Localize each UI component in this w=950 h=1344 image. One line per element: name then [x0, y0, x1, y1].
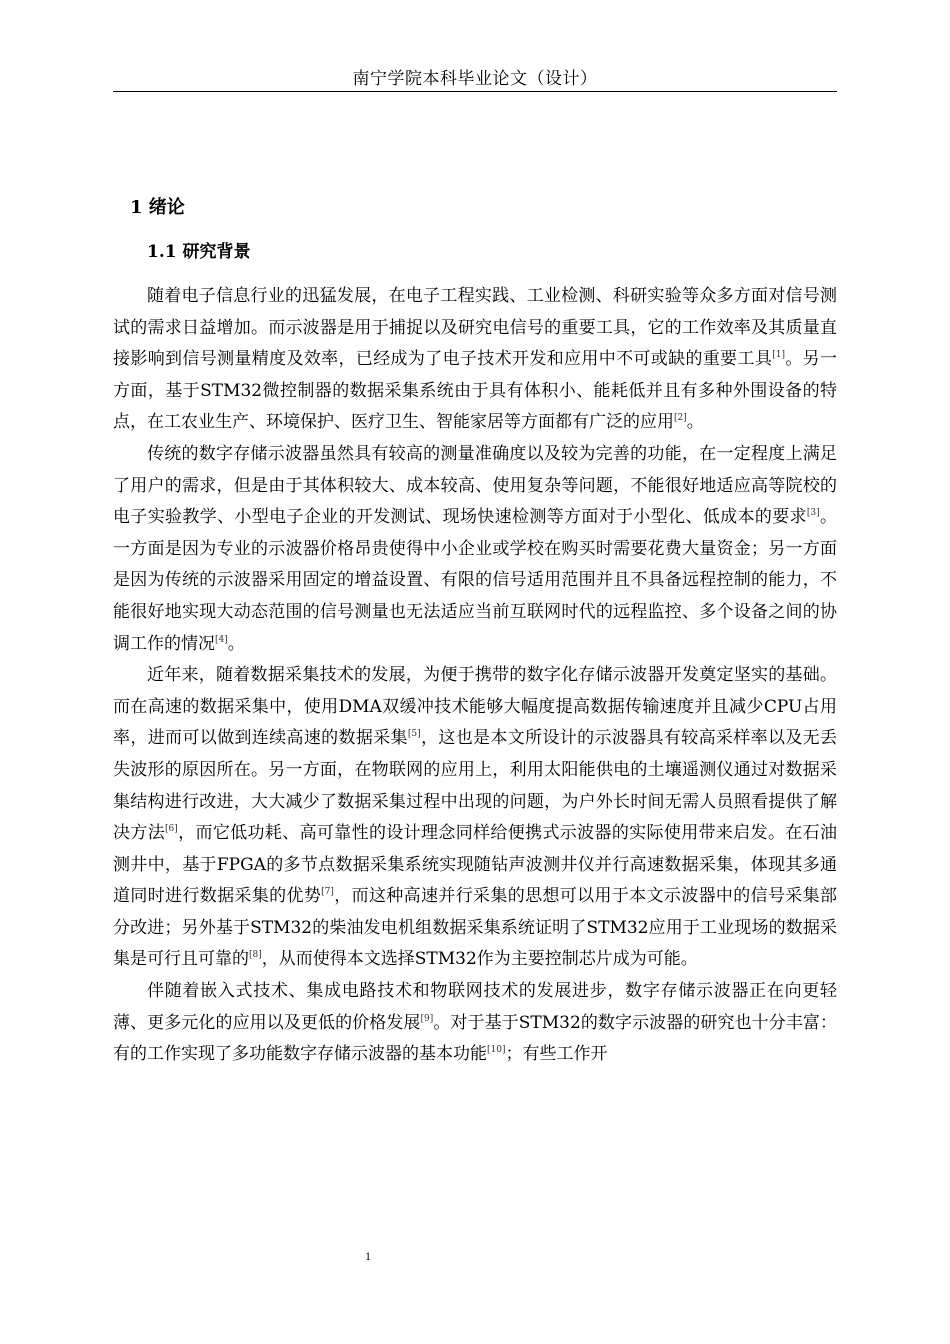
body-text	[113, 281, 837, 1071]
citation-ref: [2]	[674, 413, 687, 424]
citation-ref: [6]	[165, 824, 178, 835]
page-number: 1	[365, 1249, 371, 1263]
paragraph-text: ，从而使得本文选择STM32作为主要控制芯片成为可能。	[261, 949, 698, 970]
paragraph-text: 。	[227, 633, 245, 654]
citation-ref: [7]	[321, 887, 334, 898]
chapter-heading: 1 绪论	[130, 197, 185, 218]
paragraph	[113, 660, 837, 976]
paragraph-text: ，这也是本文所设计的示波器具有较高采样率以及无丢失波形的原因所在。另一方面，在物联网的应用上，利用太阳能供电的土壤遥测仪通过对数据采集结构进行改进，大大减少了数据采集过程中出现的问题，为户外长时间无需人员照看提供了解决方法	[113, 728, 838, 844]
citation-ref: [5]	[407, 729, 421, 740]
paragraph-text: 随着电子信息行业的迅猛发展，在电子工程实践、工业检测、科研实验等众多方面对信号测试的需求日益增加。而示波器是用于捕捉以及研究电信号的重要工具，它的工作效率及其质量直接影响到信号测量精度及效率，已经成为了电子技术开发和应用中不可或缺的重要工具	[113, 286, 837, 370]
paragraph-text: 传统的数字存储示波器虽然具有较高的测量准确度以及较为完善的功能，在一定程度上满足了用户的需求，但是由于其体积较大、成本较高、使用复杂等问题，不能很好地适应高等院校的电子实验教学、小型电子企业的开发测试、现场快速检测等方面对于小型化、低成本的要求	[113, 443, 837, 528]
citation-ref: [3]	[806, 508, 820, 519]
citation-ref: [4]	[215, 634, 228, 645]
paragraph-text: 。另一方面，基于STM32微控制器的数据采集系统由于具有体积小、能耗低并且有多种外围设备的特点，在工农业生产、环境保护、医疗卫生、智能家居等方面都有广泛的应用	[113, 349, 838, 433]
page-header: 南宁学院本科毕业论文（设计）	[352, 69, 598, 89]
paragraph-text: ；有些工作开	[505, 1044, 608, 1065]
paragraph-text: ，而这种高速并行采集的思想可以用于本文示波器中的信号采集部分改进；另外基于STM32的柴油发电机组数据采集系统证明了STM32应用于工业现场的数据采集是可行且可靠的	[113, 886, 837, 970]
citation-ref: [1]	[772, 350, 785, 361]
citation-ref: [10]	[487, 1045, 506, 1056]
paragraph-text: ，而它低功耗、高可靠性的设计理念同样给便携式示波器的实际使用带来启发。在石油测井中，基于FPGA的多节点数据采集系统实现随钻声波测井仪并行高速数据采集，体现其多通道同时进行数据采集的优势	[113, 823, 838, 907]
paragraph-text: 。对于基于STM32的数字示波器的研究也十分丰富：有的工作实现了多功能数字存储示波器的基本功能	[113, 1012, 838, 1065]
paragraph-text: 近年来，随着数据采集技术的发展，为便于携带的数字化存储示波器开发奠定坚实的基础。而在高速的数据采集中，使用DMA双缓冲技术能够大幅度提高数据传输速度并且减少CPU占用率，进而可以做到连续高速的数据采集	[113, 665, 837, 749]
paragraph-text: 。	[686, 412, 704, 433]
paragraph-text: 。一方面是因为专业的示波器价格昂贵使得中小企业或学校在购买时需要花费大量资金；另一方面是因为传统的示波器采用固定的增益设置、有限的信号适用范围并且不具备远程控制的能力，不能很好地实现大动态范围的信号测量也无法适应当前互联网时代的远程监控、多个设备之间的协调工作的情况	[113, 507, 838, 654]
paragraph	[113, 439, 837, 660]
citation-ref: [9]	[420, 1013, 434, 1024]
section-heading: 1.1 研究背景	[147, 242, 251, 262]
paragraph-text: 伴随着嵌入式技术、集成电路技术和物联网技术的发展进步，数字存储示波器正在向更轻薄、更多元化的应用以及更低的价格发展	[113, 981, 837, 1033]
paragraph	[113, 281, 837, 439]
citation-ref: [8]	[249, 950, 262, 961]
header-rule	[113, 91, 837, 92]
paragraph	[113, 976, 837, 1071]
